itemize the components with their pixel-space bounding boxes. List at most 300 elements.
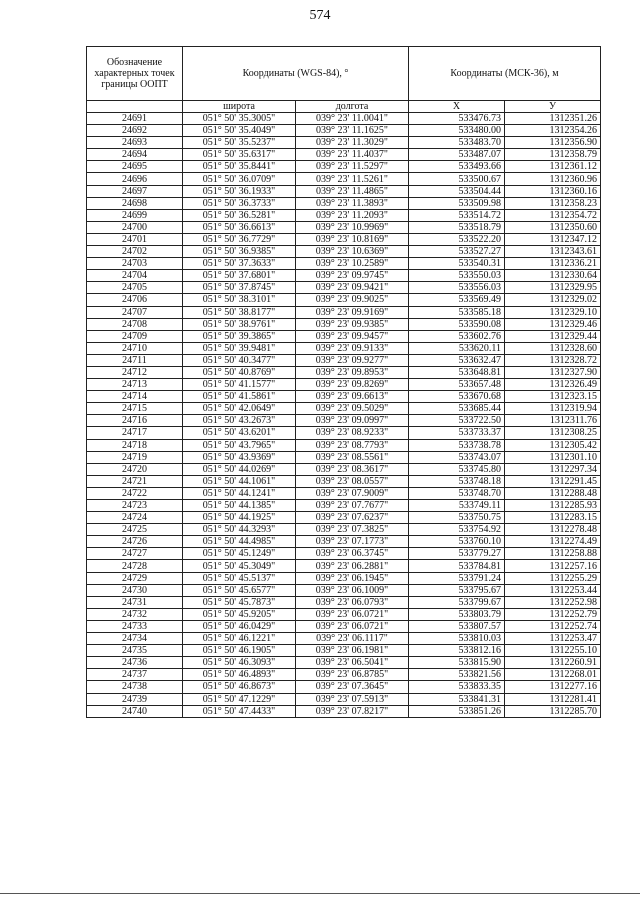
- y-cell: 1312260.91: [505, 657, 601, 669]
- table-row: [87, 282, 601, 294]
- point-id-cell: 24699: [87, 209, 183, 221]
- point-id-cell: 24710: [87, 342, 183, 354]
- table-row: [87, 415, 601, 427]
- point-id-cell: 24698: [87, 197, 183, 209]
- latitude-cell: 051° 50' 45.3049": [183, 560, 296, 572]
- longitude-cell: 039° 23' 10.6369": [296, 246, 409, 258]
- point-id-cell: 24716: [87, 415, 183, 427]
- table-subheader-row: [87, 101, 601, 113]
- y-cell: 1312253.44: [505, 584, 601, 596]
- x-cell: 533807.57: [409, 620, 505, 632]
- x-cell: 533791.24: [409, 572, 505, 584]
- x-cell: 533803.79: [409, 608, 505, 620]
- y-cell: 1312323.15: [505, 391, 601, 403]
- longitude-cell: 039° 23' 11.5297": [296, 161, 409, 173]
- table-row: [87, 669, 601, 681]
- page-number: 574: [309, 8, 331, 23]
- table-row: [87, 572, 601, 584]
- table-row: [87, 536, 601, 548]
- point-id-cell: 24703: [87, 258, 183, 270]
- latitude-cell: 051° 50' 41.5861": [183, 391, 296, 403]
- x-cell: 533795.67: [409, 584, 505, 596]
- table-row: [87, 233, 601, 245]
- x-cell: 533670.68: [409, 391, 505, 403]
- point-id-cell: 24729: [87, 572, 183, 584]
- latitude-cell: 051° 50' 46.8673": [183, 681, 296, 693]
- table-row: [87, 596, 601, 608]
- longitude-cell: 039° 23' 11.2093": [296, 209, 409, 221]
- y-cell: 1312311.76: [505, 415, 601, 427]
- x-cell: 533518.79: [409, 221, 505, 233]
- longitude-cell: 039° 23' 07.1773": [296, 536, 409, 548]
- longitude-cell: 039° 23' 11.4037": [296, 149, 409, 161]
- x-cell: 533748.70: [409, 487, 505, 499]
- longitude-cell: 039° 23' 06.0721": [296, 608, 409, 620]
- point-id-cell: 24738: [87, 681, 183, 693]
- x-cell: 533569.49: [409, 294, 505, 306]
- header-point-id: Обозначение характерных точек границы ООПТ: [87, 47, 183, 101]
- latitude-cell: 051° 50' 35.8441": [183, 161, 296, 173]
- latitude-cell: 051° 50' 44.1061": [183, 475, 296, 487]
- y-cell: 1312285.70: [505, 705, 601, 717]
- point-id-cell: 24696: [87, 173, 183, 185]
- latitude-cell: 051° 50' 36.1933": [183, 185, 296, 197]
- y-cell: 1312354.72: [505, 209, 601, 221]
- longitude-cell: 039° 23' 09.9169": [296, 306, 409, 318]
- longitude-cell: 039° 23' 07.7677": [296, 500, 409, 512]
- header-wgs-coords: Координаты (WGS-84), °: [183, 47, 409, 101]
- longitude-cell: 039° 23' 09.9385": [296, 318, 409, 330]
- point-id-cell: 24707: [87, 306, 183, 318]
- y-cell: 1312336.21: [505, 258, 601, 270]
- point-id-cell: 24726: [87, 536, 183, 548]
- y-cell: 1312252.74: [505, 620, 601, 632]
- y-cell: 1312329.95: [505, 282, 601, 294]
- table-row: [87, 258, 601, 270]
- x-cell: 533851.26: [409, 705, 505, 717]
- longitude-cell: 039° 23' 08.7793": [296, 439, 409, 451]
- point-id-cell: 24718: [87, 439, 183, 451]
- latitude-cell: 051° 50' 45.7873": [183, 596, 296, 608]
- latitude-cell: 051° 50' 35.3005": [183, 113, 296, 125]
- x-cell: 533810.03: [409, 633, 505, 645]
- table-row: [87, 439, 601, 451]
- longitude-cell: 039° 23' 09.5029": [296, 403, 409, 415]
- x-cell: 533743.07: [409, 451, 505, 463]
- point-id-cell: 24704: [87, 270, 183, 282]
- x-cell: 533784.81: [409, 560, 505, 572]
- y-cell: 1312351.26: [505, 113, 601, 125]
- longitude-cell: 039° 23' 09.9745": [296, 270, 409, 282]
- x-cell: 533748.18: [409, 475, 505, 487]
- y-cell: 1312291.45: [505, 475, 601, 487]
- table-row: [87, 693, 601, 705]
- point-id-cell: 24712: [87, 366, 183, 378]
- y-cell: 1312268.01: [505, 669, 601, 681]
- longitude-cell: 039° 23' 09.8269": [296, 379, 409, 391]
- longitude-cell: 039° 23' 11.1625": [296, 125, 409, 137]
- y-cell: 1312360.16: [505, 185, 601, 197]
- latitude-cell: 051° 50' 38.3101": [183, 294, 296, 306]
- latitude-cell: 051° 50' 44.4985": [183, 536, 296, 548]
- y-cell: 1312329.44: [505, 330, 601, 342]
- header-x: X: [409, 101, 505, 113]
- latitude-cell: 051° 50' 41.1577": [183, 379, 296, 391]
- longitude-cell: 039° 23' 09.6613": [296, 391, 409, 403]
- point-id-cell: 24711: [87, 354, 183, 366]
- longitude-cell: 039° 23' 06.3745": [296, 548, 409, 560]
- x-cell: 533733.37: [409, 427, 505, 439]
- point-id-cell: 24709: [87, 330, 183, 342]
- y-cell: 1312328.72: [505, 354, 601, 366]
- point-id-cell: 24725: [87, 524, 183, 536]
- latitude-cell: 051° 50' 45.5137": [183, 572, 296, 584]
- latitude-cell: 051° 50' 39.3865": [183, 330, 296, 342]
- point-id-cell: 24702: [87, 246, 183, 258]
- latitude-cell: 051° 50' 36.3733": [183, 197, 296, 209]
- point-id-cell: 24728: [87, 560, 183, 572]
- coordinates-table: [86, 46, 601, 718]
- table-row: [87, 173, 601, 185]
- table-row: [87, 427, 601, 439]
- table-row: [87, 548, 601, 560]
- longitude-cell: 039° 23' 06.1945": [296, 572, 409, 584]
- latitude-cell: 051° 50' 36.0709": [183, 173, 296, 185]
- table-row: [87, 391, 601, 403]
- y-cell: 1312319.94: [505, 403, 601, 415]
- point-id-cell: 24701: [87, 233, 183, 245]
- latitude-cell: 051° 50' 35.5237": [183, 137, 296, 149]
- table-row: [87, 330, 601, 342]
- point-id-cell: 24700: [87, 221, 183, 233]
- table-row: [87, 354, 601, 366]
- longitude-cell: 039° 23' 06.1981": [296, 645, 409, 657]
- longitude-cell: 039° 23' 09.9133": [296, 342, 409, 354]
- table-row: [87, 681, 601, 693]
- x-cell: 533585.18: [409, 306, 505, 318]
- point-id-cell: 24731: [87, 596, 183, 608]
- longitude-cell: 039° 23' 06.2881": [296, 560, 409, 572]
- point-id-cell: 24694: [87, 149, 183, 161]
- x-cell: 533750.75: [409, 512, 505, 524]
- table-row: [87, 451, 601, 463]
- x-cell: 533779.27: [409, 548, 505, 560]
- longitude-cell: 039° 23' 11.4865": [296, 185, 409, 197]
- x-cell: 533527.27: [409, 246, 505, 258]
- table-header-row: [87, 47, 601, 101]
- table-row: [87, 403, 601, 415]
- x-cell: 533590.08: [409, 318, 505, 330]
- x-cell: 533480.00: [409, 125, 505, 137]
- x-cell: 533487.07: [409, 149, 505, 161]
- point-id-cell: 24693: [87, 137, 183, 149]
- x-cell: 533550.03: [409, 270, 505, 282]
- table-row: [87, 657, 601, 669]
- x-cell: 533602.76: [409, 330, 505, 342]
- table-row: [87, 524, 601, 536]
- table-row: [87, 342, 601, 354]
- latitude-cell: 051° 50' 46.3093": [183, 657, 296, 669]
- longitude-cell: 039° 23' 06.8785": [296, 669, 409, 681]
- point-id-cell: 24695: [87, 161, 183, 173]
- latitude-cell: 051° 50' 36.6613": [183, 221, 296, 233]
- point-id-cell: 24734: [87, 633, 183, 645]
- latitude-cell: 051° 50' 43.9369": [183, 451, 296, 463]
- footer-divider: [0, 893, 640, 894]
- latitude-cell: 051° 50' 45.9205": [183, 608, 296, 620]
- latitude-cell: 051° 50' 47.1229": [183, 693, 296, 705]
- table-row: [87, 645, 601, 657]
- x-cell: 533760.10: [409, 536, 505, 548]
- table-row: [87, 705, 601, 717]
- table-row: [87, 306, 601, 318]
- header-empty-cell: [87, 101, 183, 113]
- latitude-cell: 051° 50' 36.5281": [183, 209, 296, 221]
- latitude-cell: 051° 50' 44.3293": [183, 524, 296, 536]
- x-cell: 533754.92: [409, 524, 505, 536]
- y-cell: 1312360.96: [505, 173, 601, 185]
- y-cell: 1312330.64: [505, 270, 601, 282]
- point-id-cell: 24739: [87, 693, 183, 705]
- y-cell: 1312277.16: [505, 681, 601, 693]
- latitude-cell: 051° 50' 44.1241": [183, 487, 296, 499]
- table-row: [87, 620, 601, 632]
- y-cell: 1312278.48: [505, 524, 601, 536]
- point-id-cell: 24733: [87, 620, 183, 632]
- y-cell: 1312252.79: [505, 608, 601, 620]
- table-row: [87, 221, 601, 233]
- table-row: [87, 318, 601, 330]
- y-cell: 1312255.29: [505, 572, 601, 584]
- table-row: [87, 475, 601, 487]
- latitude-cell: 051° 50' 44.0269": [183, 463, 296, 475]
- x-cell: 533620.11: [409, 342, 505, 354]
- table-row: [87, 379, 601, 391]
- header-y: У: [505, 101, 601, 113]
- latitude-cell: 051° 50' 47.4433": [183, 705, 296, 717]
- table-body: [87, 113, 601, 718]
- x-cell: 533833.35: [409, 681, 505, 693]
- table-row: [87, 633, 601, 645]
- longitude-cell: 039° 23' 07.3825": [296, 524, 409, 536]
- latitude-cell: 051° 50' 36.7729": [183, 233, 296, 245]
- x-cell: 533514.72: [409, 209, 505, 221]
- point-id-cell: 24715: [87, 403, 183, 415]
- longitude-cell: 039° 23' 08.3617": [296, 463, 409, 475]
- y-cell: 1312297.34: [505, 463, 601, 475]
- latitude-cell: 051° 50' 35.4049": [183, 125, 296, 137]
- y-cell: 1312329.10: [505, 306, 601, 318]
- longitude-cell: 039° 23' 11.0041": [296, 113, 409, 125]
- x-cell: 533556.03: [409, 282, 505, 294]
- latitude-cell: 051° 50' 37.3633": [183, 258, 296, 270]
- latitude-cell: 051° 50' 35.6317": [183, 149, 296, 161]
- x-cell: 533509.98: [409, 197, 505, 209]
- y-cell: 1312354.26: [505, 125, 601, 137]
- table-row: [87, 185, 601, 197]
- latitude-cell: 051° 50' 36.9385": [183, 246, 296, 258]
- x-cell: 533657.48: [409, 379, 505, 391]
- longitude-cell: 039° 23' 06.5041": [296, 657, 409, 669]
- longitude-cell: 039° 23' 11.3029": [296, 137, 409, 149]
- table-row: [87, 463, 601, 475]
- table-row: [87, 294, 601, 306]
- point-id-cell: 24721: [87, 475, 183, 487]
- latitude-cell: 051° 50' 42.0649": [183, 403, 296, 415]
- y-cell: 1312288.48: [505, 487, 601, 499]
- y-cell: 1312257.16: [505, 560, 601, 572]
- longitude-cell: 039° 23' 06.0793": [296, 596, 409, 608]
- table-row: [87, 366, 601, 378]
- x-cell: 533476.73: [409, 113, 505, 125]
- point-id-cell: 24736: [87, 657, 183, 669]
- point-id-cell: 24735: [87, 645, 183, 657]
- latitude-cell: 051° 50' 38.8177": [183, 306, 296, 318]
- longitude-cell: 039° 23' 09.9421": [296, 282, 409, 294]
- longitude-cell: 039° 23' 07.5913": [296, 693, 409, 705]
- latitude-cell: 051° 50' 44.1385": [183, 500, 296, 512]
- latitude-cell: 051° 50' 40.8769": [183, 366, 296, 378]
- y-cell: 1312301.10: [505, 451, 601, 463]
- table-row: [87, 113, 601, 125]
- longitude-cell: 039° 23' 09.9025": [296, 294, 409, 306]
- longitude-cell: 039° 23' 09.9457": [296, 330, 409, 342]
- latitude-cell: 051° 50' 37.8745": [183, 282, 296, 294]
- table-row: [87, 608, 601, 620]
- longitude-cell: 039° 23' 06.1117": [296, 633, 409, 645]
- point-id-cell: 24713: [87, 379, 183, 391]
- y-cell: 1312347.12: [505, 233, 601, 245]
- x-cell: 533493.66: [409, 161, 505, 173]
- x-cell: 533749.11: [409, 500, 505, 512]
- longitude-cell: 039° 23' 11.3893": [296, 197, 409, 209]
- point-id-cell: 24724: [87, 512, 183, 524]
- table-row: [87, 512, 601, 524]
- header-lat: широта: [183, 101, 296, 113]
- table-row: [87, 500, 601, 512]
- table-row: [87, 137, 601, 149]
- point-id-cell: 24691: [87, 113, 183, 125]
- x-cell: 533821.56: [409, 669, 505, 681]
- x-cell: 533522.20: [409, 233, 505, 245]
- x-cell: 533722.50: [409, 415, 505, 427]
- table-row: [87, 209, 601, 221]
- y-cell: 1312358.23: [505, 197, 601, 209]
- latitude-cell: 051° 50' 46.1221": [183, 633, 296, 645]
- y-cell: 1312283.15: [505, 512, 601, 524]
- latitude-cell: 051° 50' 43.7965": [183, 439, 296, 451]
- latitude-cell: 051° 50' 39.9481": [183, 342, 296, 354]
- longitude-cell: 039° 23' 08.0557": [296, 475, 409, 487]
- longitude-cell: 039° 23' 07.6237": [296, 512, 409, 524]
- y-cell: 1312308.25: [505, 427, 601, 439]
- x-cell: 533815.90: [409, 657, 505, 669]
- table-row: [87, 487, 601, 499]
- x-cell: 533632.47: [409, 354, 505, 366]
- header-lon: долгота: [296, 101, 409, 113]
- y-cell: 1312328.60: [505, 342, 601, 354]
- x-cell: 533648.81: [409, 366, 505, 378]
- x-cell: 533812.16: [409, 645, 505, 657]
- y-cell: 1312285.93: [505, 500, 601, 512]
- x-cell: 533540.31: [409, 258, 505, 270]
- longitude-cell: 039° 23' 07.3645": [296, 681, 409, 693]
- point-id-cell: 24714: [87, 391, 183, 403]
- x-cell: 533738.78: [409, 439, 505, 451]
- point-id-cell: 24692: [87, 125, 183, 137]
- x-cell: 533799.67: [409, 596, 505, 608]
- table-row: [87, 125, 601, 137]
- latitude-cell: 051° 50' 40.3477": [183, 354, 296, 366]
- table-row: [87, 197, 601, 209]
- table-row: [87, 161, 601, 173]
- longitude-cell: 039° 23' 08.5561": [296, 451, 409, 463]
- y-cell: 1312343.61: [505, 246, 601, 258]
- table-row: [87, 246, 601, 258]
- x-cell: 533685.44: [409, 403, 505, 415]
- longitude-cell: 039° 23' 09.9277": [296, 354, 409, 366]
- latitude-cell: 051° 50' 38.9761": [183, 318, 296, 330]
- table-row: [87, 270, 601, 282]
- longitude-cell: 039° 23' 07.9009": [296, 487, 409, 499]
- point-id-cell: 24722: [87, 487, 183, 499]
- latitude-cell: 051° 50' 43.2673": [183, 415, 296, 427]
- y-cell: 1312258.88: [505, 548, 601, 560]
- table-row: [87, 584, 601, 596]
- y-cell: 1312252.98: [505, 596, 601, 608]
- y-cell: 1312329.46: [505, 318, 601, 330]
- x-cell: 533745.80: [409, 463, 505, 475]
- point-id-cell: 24719: [87, 451, 183, 463]
- latitude-cell: 051° 50' 37.6801": [183, 270, 296, 282]
- y-cell: 1312356.90: [505, 137, 601, 149]
- y-cell: 1312358.79: [505, 149, 601, 161]
- longitude-cell: 039° 23' 11.5261": [296, 173, 409, 185]
- point-id-cell: 24723: [87, 500, 183, 512]
- latitude-cell: 051° 50' 45.6577": [183, 584, 296, 596]
- point-id-cell: 24740: [87, 705, 183, 717]
- point-id-cell: 24727: [87, 548, 183, 560]
- y-cell: 1312326.49: [505, 379, 601, 391]
- longitude-cell: 039° 23' 06.1009": [296, 584, 409, 596]
- y-cell: 1312350.60: [505, 221, 601, 233]
- table-row: [87, 560, 601, 572]
- longitude-cell: 039° 23' 06.0721": [296, 620, 409, 632]
- point-id-cell: 24730: [87, 584, 183, 596]
- y-cell: 1312255.10: [505, 645, 601, 657]
- latitude-cell: 051° 50' 46.4893": [183, 669, 296, 681]
- y-cell: 1312305.42: [505, 439, 601, 451]
- table-row: [87, 149, 601, 161]
- y-cell: 1312253.47: [505, 633, 601, 645]
- point-id-cell: 24705: [87, 282, 183, 294]
- longitude-cell: 039° 23' 10.2589": [296, 258, 409, 270]
- point-id-cell: 24720: [87, 463, 183, 475]
- y-cell: 1312281.41: [505, 693, 601, 705]
- x-cell: 533483.70: [409, 137, 505, 149]
- latitude-cell: 051° 50' 46.0429": [183, 620, 296, 632]
- y-cell: 1312361.12: [505, 161, 601, 173]
- point-id-cell: 24717: [87, 427, 183, 439]
- latitude-cell: 051° 50' 43.6201": [183, 427, 296, 439]
- longitude-cell: 039° 23' 09.8953": [296, 366, 409, 378]
- point-id-cell: 24708: [87, 318, 183, 330]
- point-id-cell: 24737: [87, 669, 183, 681]
- point-id-cell: 24732: [87, 608, 183, 620]
- longitude-cell: 039° 23' 09.0997": [296, 415, 409, 427]
- x-cell: 533500.67: [409, 173, 505, 185]
- point-id-cell: 24697: [87, 185, 183, 197]
